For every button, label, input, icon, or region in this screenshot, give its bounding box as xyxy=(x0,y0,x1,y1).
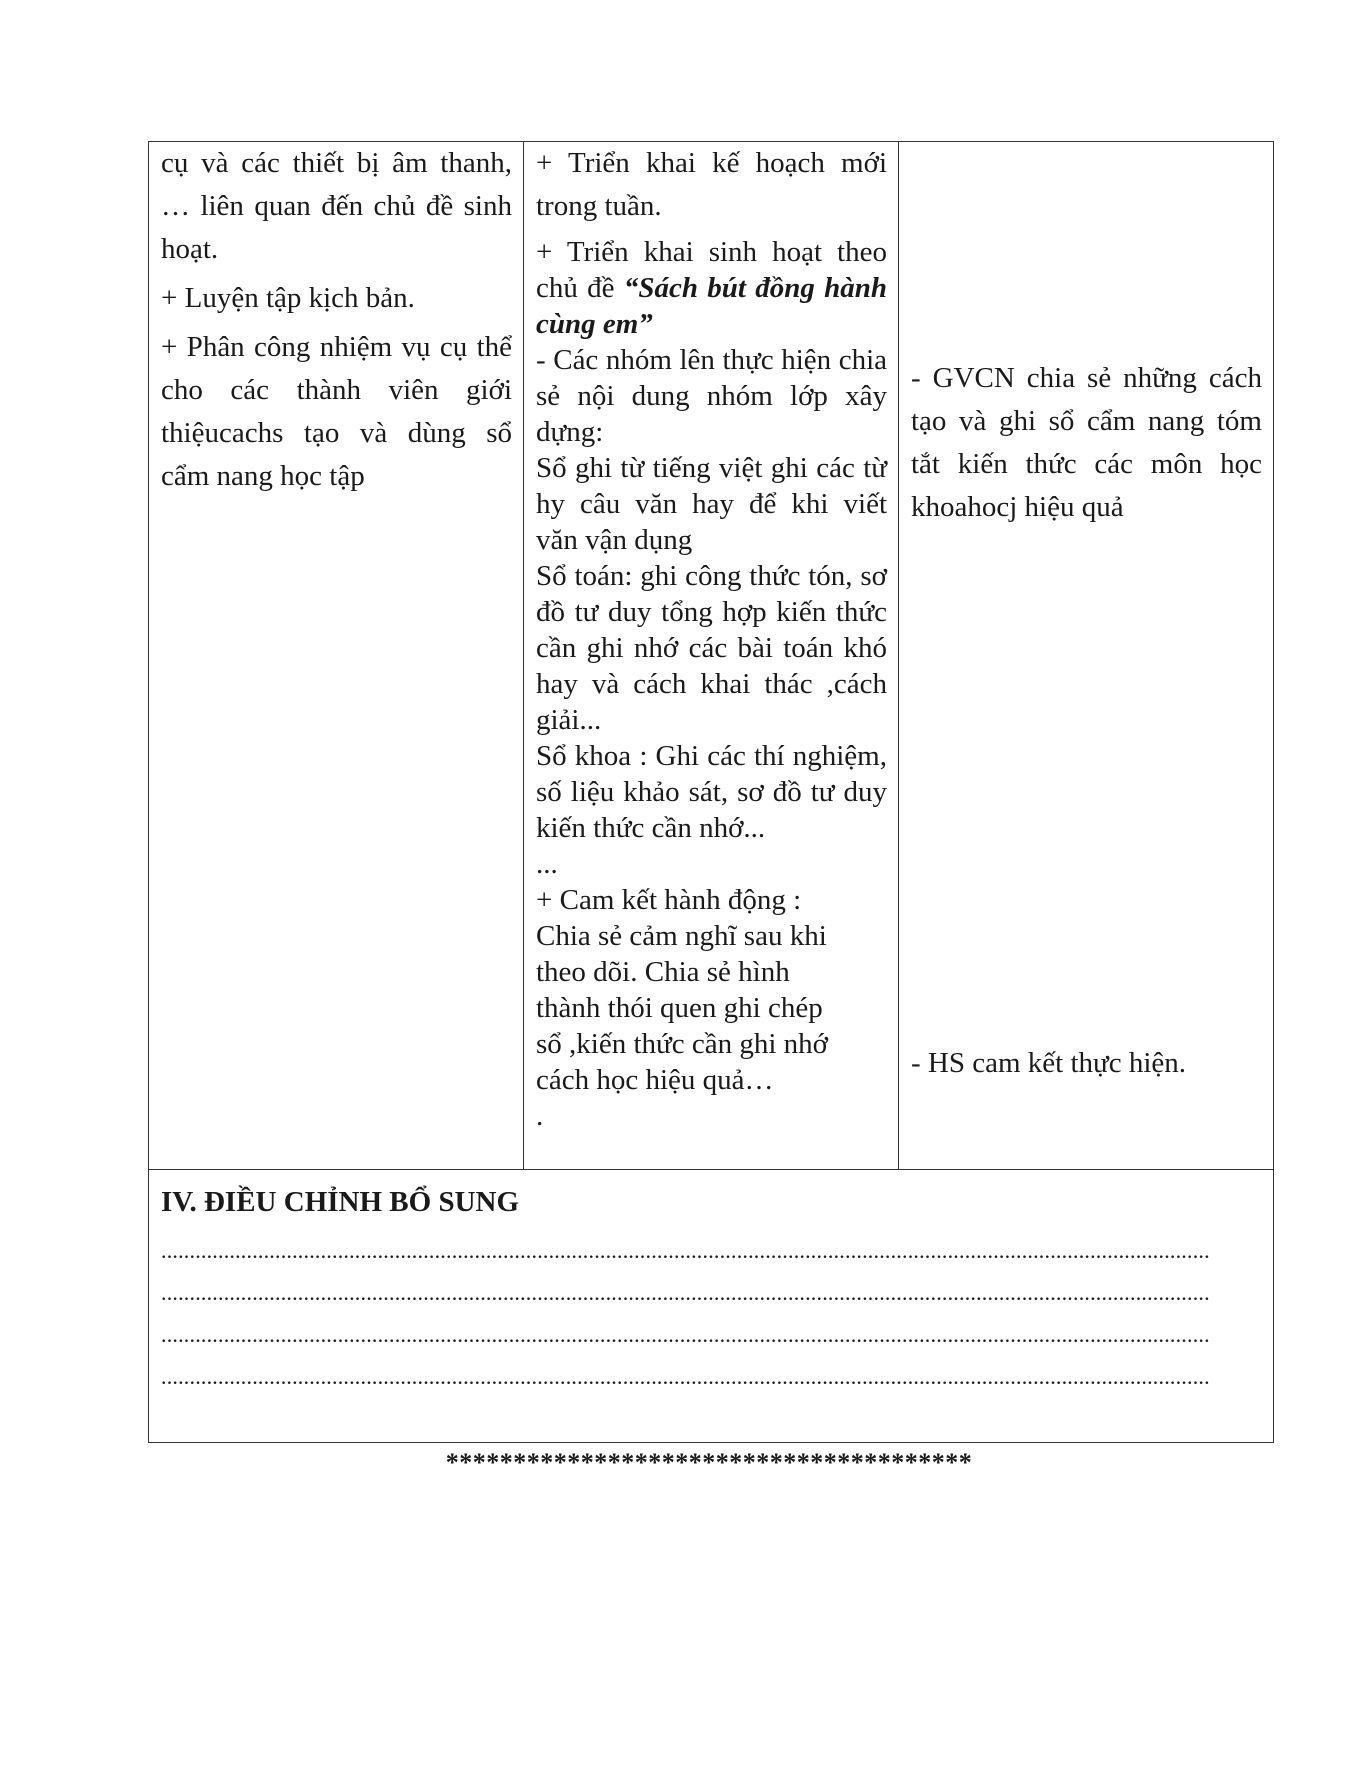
activity-text-6: Sổ khoa : Ghi các thí nghiệm, số liệu khảo sát, sơ đồ tư duy kiến thức cần nhớ... xyxy=(536,740,887,844)
adjustment-cell xyxy=(149,1170,1274,1443)
prep-text-1: cụ và các thiết bị âm thanh, … liên quan đến chủ đề sinh hoạt. xyxy=(161,147,512,265)
activity-text-4: Sổ ghi từ tiếng việt ghi các từ hy câu văn hay để khi viết văn vận dụng xyxy=(536,452,887,556)
activity-row xyxy=(149,142,1274,1170)
activity-text-3: - Các nhóm lên thực hiện chia sẻ nội dung nhóm lớp xây dựng: xyxy=(536,344,887,448)
prep-text-3: + Phân công nhiệm vụ cụ thể cho các thành viên giới thiệucachs tạo và dùng sổ cẩm nang học tập xyxy=(161,331,512,492)
activity-text-2 xyxy=(536,234,887,342)
teacher-cell xyxy=(899,142,1274,1170)
teacher-text-2: - HS cam kết thực hiện. xyxy=(911,1047,1187,1079)
blank-line-2: ........................................................................................................................................................................................ xyxy=(161,1280,1210,1305)
activity-text-2-prefix: + Triển khai sinh hoạt theo chủ đề xyxy=(536,236,887,304)
activity-text-5: Sổ toán: ghi công thức tón, sơ đồ tư duy tổng hợp kiến thức cần ghi nhớ các bài toán khó hay và cách khai thác ,cách giải... xyxy=(536,560,887,736)
lesson-table xyxy=(148,141,1274,1443)
activity-text-9: Chia sẻ cảm nghĩ sau khi theo dõi. Chia sẻ hình thành thói quen ghi chép sổ ,kiến thức cần ghi nhớ cách học hiệu quả… xyxy=(536,920,828,1096)
end-separator: *************************************** xyxy=(445,1448,973,1477)
adjustment-title: IV. ĐIỀU CHỈNH BỔ SUNG xyxy=(161,1186,520,1218)
blank-line-1: ........................................................................................................................................................................................ xyxy=(161,1238,1210,1263)
blank-line-3: ........................................................................................................................................................................................ xyxy=(161,1322,1210,1347)
activity-text-1: + Triển khai kế hoạch mới trong tuần. xyxy=(536,147,887,222)
activity-cell xyxy=(524,142,899,1170)
adjustment-row xyxy=(149,1170,1274,1443)
teacher-text-1: - GVCN chia sẻ những cách tạo và ghi sổ cẩm nang tóm tắt kiến thức các môn học khoahocj hiệu quả xyxy=(911,362,1262,523)
activity-text-8: + Cam kết hành động : xyxy=(536,884,802,916)
blank-line-4: ........................................................................................................................................................................................ xyxy=(161,1364,1210,1389)
activity-text-10: . xyxy=(536,1100,544,1132)
topic-title: “Sách bút đồng hành cùng em” xyxy=(536,272,887,340)
preparation-cell xyxy=(149,142,524,1170)
prep-text-2: + Luyện tập kịch bản. xyxy=(161,282,415,314)
activity-text-7: ... xyxy=(536,848,558,880)
